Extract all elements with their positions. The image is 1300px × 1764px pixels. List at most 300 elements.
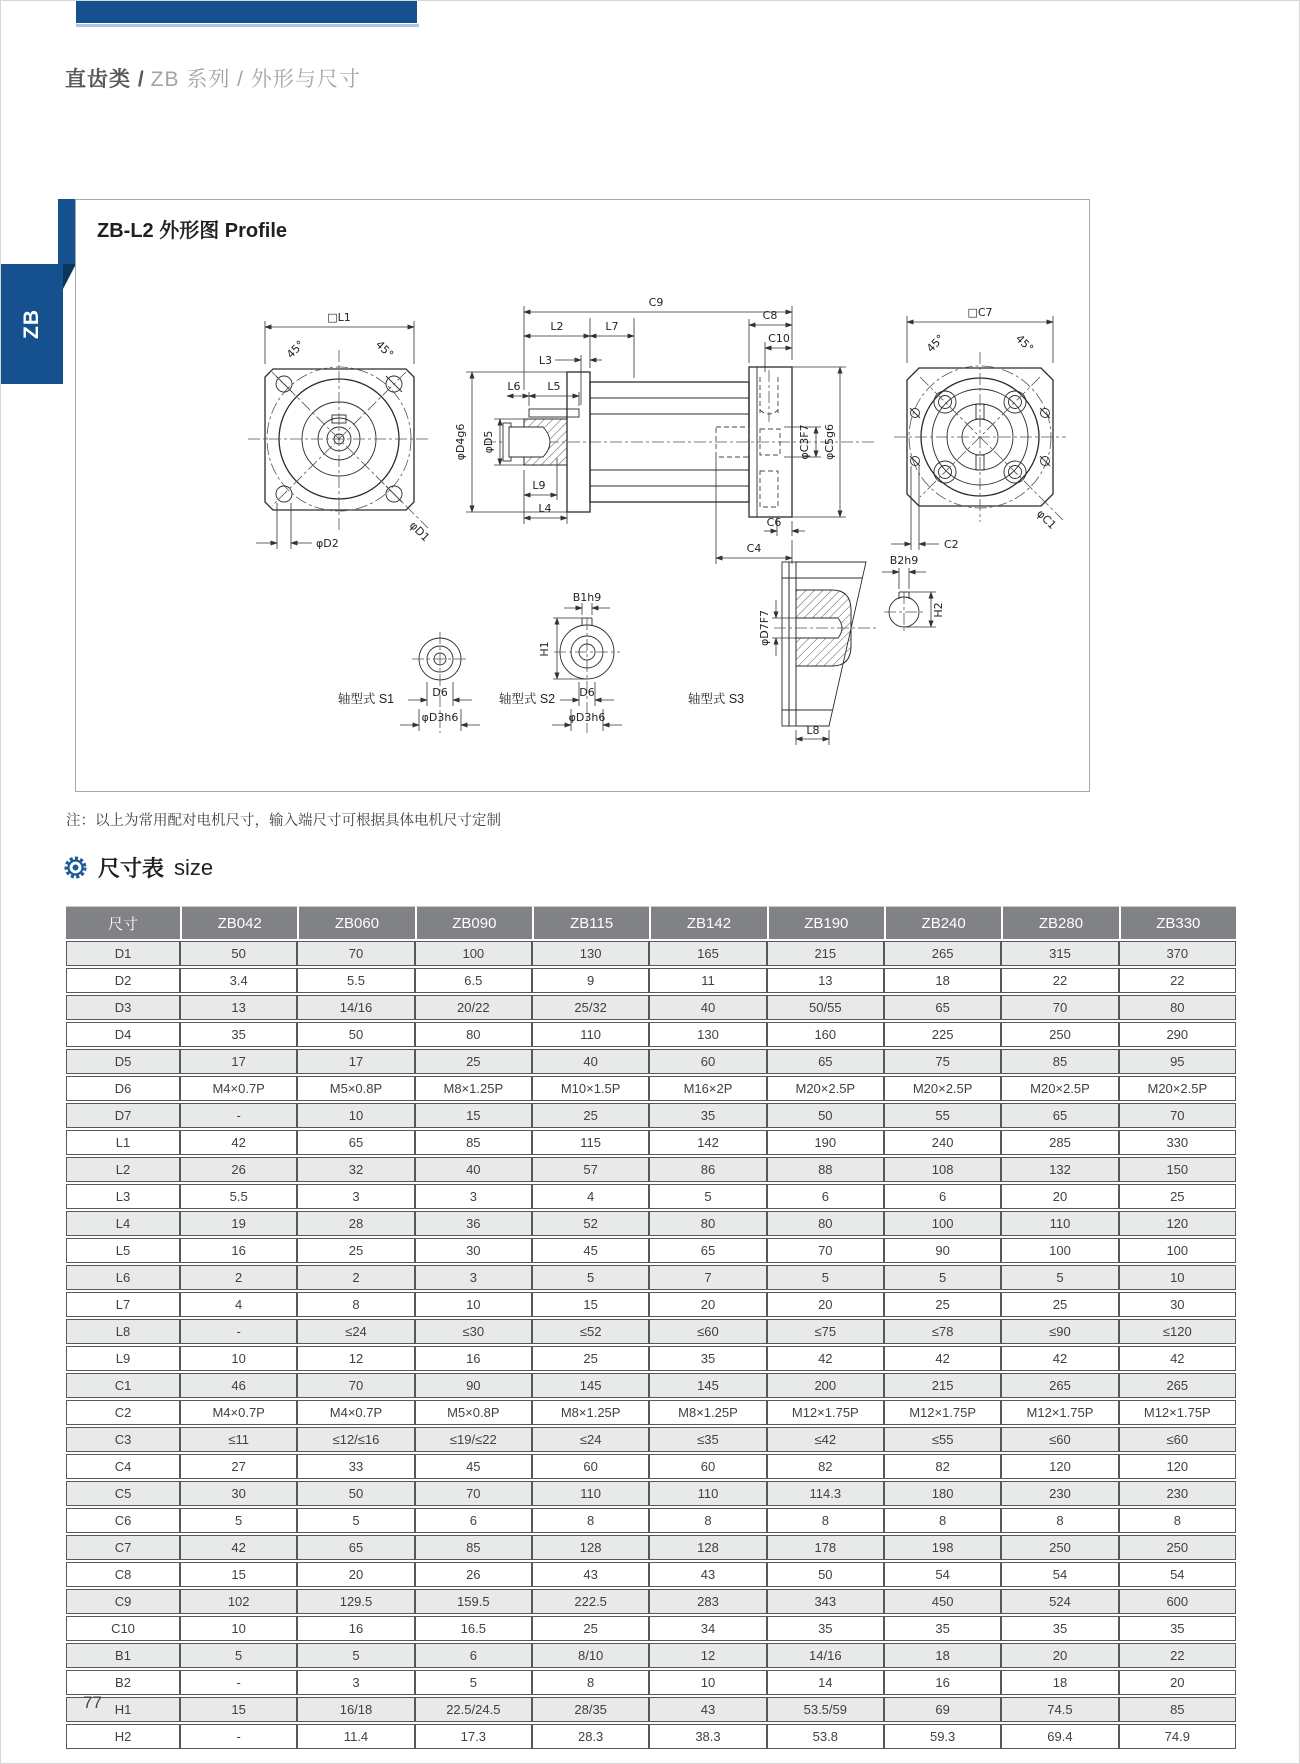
table-cell: 70: [767, 1238, 884, 1263]
table-cell: 22.5/24.5: [415, 1697, 532, 1722]
row-label: B2: [66, 1670, 180, 1695]
table-cell: 80: [415, 1022, 532, 1047]
table-cell: 100: [415, 941, 532, 966]
table-cell: 16: [180, 1238, 297, 1263]
table-cell: ≤60: [1001, 1427, 1118, 1452]
table-cell: 43: [532, 1562, 649, 1587]
table-cell: 25: [532, 1346, 649, 1371]
row-label: C10: [66, 1616, 180, 1641]
dim-label-C7: □C7: [967, 306, 993, 319]
dim-label-C8: C8: [762, 309, 778, 322]
profile-note: 注：以上为常用配对电机尺寸，输入端尺寸可根据具体电机尺寸定制: [66, 813, 501, 829]
table-cell: 4: [180, 1292, 297, 1317]
dim-label-s1-D3h6: φD3h6: [421, 711, 459, 724]
table-cell: 215: [884, 1373, 1001, 1398]
table-cell: 38.3: [649, 1724, 766, 1749]
table-cell: 12: [649, 1643, 766, 1668]
table-cell: 82: [884, 1454, 1001, 1479]
table-cell: 250: [1119, 1535, 1236, 1560]
table-cell: 27: [180, 1454, 297, 1479]
table-cell: 30: [1119, 1292, 1236, 1317]
size-table-column-header: ZB190: [767, 906, 884, 939]
table-cell: M20×2.5P: [1119, 1076, 1236, 1101]
shaft-type-s3-label: 轴型式 S3: [687, 692, 745, 706]
table-cell: 88: [767, 1157, 884, 1182]
table-row: [66, 1616, 1236, 1641]
side-tab-zb: [1, 264, 63, 384]
table-cell: 128: [649, 1535, 766, 1560]
profile-drawing: [76, 200, 1089, 791]
table-cell: 145: [649, 1373, 766, 1398]
table-cell: 20: [1001, 1643, 1118, 1668]
table-cell: 198: [884, 1535, 1001, 1560]
table-cell: 5: [884, 1265, 1001, 1290]
table-cell: ≤120: [1119, 1319, 1236, 1344]
table-cell: 75: [884, 1049, 1001, 1074]
table-cell: ≤24: [532, 1427, 649, 1452]
size-table-heading-en: size: [174, 854, 214, 880]
table-cell: 30: [415, 1238, 532, 1263]
header-accent-underline: [76, 24, 419, 27]
table-cell: 13: [180, 995, 297, 1020]
table-cell: 6: [884, 1184, 1001, 1209]
size-table-column-header: ZB060: [297, 906, 414, 939]
table-row: [66, 1346, 1236, 1371]
table-cell: 8: [767, 1508, 884, 1533]
table-cell: 50: [767, 1103, 884, 1128]
table-cell: ≤55: [884, 1427, 1001, 1452]
table-cell: 59.3: [884, 1724, 1001, 1749]
dim-label-L1: □L1: [327, 311, 351, 324]
table-cell: 165: [649, 941, 766, 966]
dim-label-C5g6: φC5g6: [823, 424, 836, 460]
table-cell: 6: [415, 1643, 532, 1668]
table-cell: 10: [649, 1670, 766, 1695]
front-view-left: [248, 311, 432, 550]
table-cell: 22: [1119, 968, 1236, 993]
table-cell: 5: [297, 1643, 414, 1668]
table-cell: 14/16: [767, 1643, 884, 1668]
row-label: L9: [66, 1346, 180, 1371]
size-table-header-row: [66, 906, 1236, 939]
table-cell: 132: [1001, 1157, 1118, 1182]
table-row: [66, 1184, 1236, 1209]
table-cell: 82: [767, 1454, 884, 1479]
table-cell: 34: [649, 1616, 766, 1641]
table-cell: 32: [297, 1157, 414, 1182]
table-cell: 120: [1119, 1454, 1236, 1479]
table-cell: 343: [767, 1589, 884, 1614]
row-label: D3: [66, 995, 180, 1020]
table-cell: 54: [884, 1562, 1001, 1587]
dim-label-s2-D3h6: φD3h6: [568, 711, 606, 724]
row-label: D2: [66, 968, 180, 993]
table-cell: -: [180, 1103, 297, 1128]
table-row: [66, 1535, 1236, 1560]
dim-label-s2-H1: H1: [538, 641, 551, 657]
table-cell: 250: [1001, 1535, 1118, 1560]
table-cell: 60: [649, 1454, 766, 1479]
front-view-right: [891, 306, 1066, 551]
table-cell: 33: [297, 1454, 414, 1479]
table-cell: 283: [649, 1589, 766, 1614]
table-cell: 35: [1001, 1616, 1118, 1641]
size-table-heading-zh: 尺寸表: [98, 856, 165, 881]
table-cell: 28/35: [532, 1697, 649, 1722]
row-label: D6: [66, 1076, 180, 1101]
profile-box: [75, 199, 1090, 792]
table-cell: 5.5: [297, 968, 414, 993]
table-cell: 20/22: [415, 995, 532, 1020]
row-label: L1: [66, 1130, 180, 1155]
table-cell: 230: [1001, 1481, 1118, 1506]
dim-label-L4: L4: [538, 502, 552, 515]
table-cell: 100: [1001, 1238, 1118, 1263]
size-table-heading: [63, 852, 213, 883]
size-table-body: [66, 941, 1236, 1749]
table-cell: 5: [180, 1508, 297, 1533]
table-cell: 40: [649, 995, 766, 1020]
table-cell: 3: [415, 1265, 532, 1290]
table-cell: ≤52: [532, 1319, 649, 1344]
table-cell: 70: [297, 941, 414, 966]
table-cell: 35: [884, 1616, 1001, 1641]
table-cell: 450: [884, 1589, 1001, 1614]
row-label: C7: [66, 1535, 180, 1560]
row-label: L3: [66, 1184, 180, 1209]
table-cell: ≤60: [649, 1319, 766, 1344]
table-cell: 108: [884, 1157, 1001, 1182]
table-cell: 15: [180, 1697, 297, 1722]
row-label: C1: [66, 1373, 180, 1398]
table-row: [66, 1157, 1236, 1182]
table-cell: 35: [767, 1616, 884, 1641]
dim-label-45-left: 45°: [284, 338, 308, 362]
table-cell: 42: [1119, 1346, 1236, 1371]
table-cell: 19: [180, 1211, 297, 1236]
dim-label-D1: φD1: [406, 518, 433, 545]
table-cell: 18: [884, 1643, 1001, 1668]
table-cell: 85: [415, 1130, 532, 1155]
table-cell: 70: [415, 1481, 532, 1506]
row-label: D5: [66, 1049, 180, 1074]
table-cell: 330: [1119, 1130, 1236, 1155]
dim-label-C9: C9: [648, 296, 664, 309]
table-cell: 25/32: [532, 995, 649, 1020]
table-cell: 160: [767, 1022, 884, 1047]
table-cell: 28.3: [532, 1724, 649, 1749]
table-cell: 25: [1119, 1184, 1236, 1209]
dim-label-L7: L7: [605, 320, 619, 333]
table-cell: 13: [767, 968, 884, 993]
table-cell: 16: [884, 1670, 1001, 1695]
table-cell: ≤30: [415, 1319, 532, 1344]
table-cell: 15: [415, 1103, 532, 1128]
row-label: C9: [66, 1589, 180, 1614]
row-label: L4: [66, 1211, 180, 1236]
shaft-type-s2: [499, 591, 622, 733]
table-cell: 5: [1001, 1265, 1118, 1290]
row-label: C4: [66, 1454, 180, 1479]
table-cell: 120: [1119, 1211, 1236, 1236]
table-cell: 25: [297, 1238, 414, 1263]
table-cell: 22: [1001, 968, 1118, 993]
dim-label-s1-D6: D6: [432, 686, 448, 699]
table-cell: ≤42: [767, 1427, 884, 1452]
dim-label-L6: L6: [507, 380, 521, 393]
table-cell: 250: [1001, 1022, 1118, 1047]
size-table-column-header: ZB115: [532, 906, 649, 939]
table-cell: 15: [532, 1292, 649, 1317]
table-row: [66, 1130, 1236, 1155]
table-cell: 43: [649, 1562, 766, 1587]
table-cell: 2: [297, 1265, 414, 1290]
table-cell: 200: [767, 1373, 884, 1398]
table-cell: 42: [767, 1346, 884, 1371]
row-label: L6: [66, 1265, 180, 1290]
table-cell: 285: [1001, 1130, 1118, 1155]
table-cell: 18: [884, 968, 1001, 993]
table-cell: 55: [884, 1103, 1001, 1128]
table-cell: 102: [180, 1589, 297, 1614]
table-cell: 8: [1001, 1508, 1118, 1533]
breadcrumb-category: 直齿类 /: [65, 68, 145, 91]
table-cell: 20: [767, 1292, 884, 1317]
row-label: D4: [66, 1022, 180, 1047]
table-cell: 2: [180, 1265, 297, 1290]
row-label: C5: [66, 1481, 180, 1506]
table-cell: 90: [884, 1238, 1001, 1263]
table-cell: 8/10: [532, 1643, 649, 1668]
table-cell: -: [180, 1319, 297, 1344]
row-label: L5: [66, 1238, 180, 1263]
table-cell: ≤90: [1001, 1319, 1118, 1344]
row-label: D1: [66, 941, 180, 966]
table-cell: 22: [1119, 1643, 1236, 1668]
table-cell: 8: [1119, 1508, 1236, 1533]
size-table-column-header: ZB280: [1001, 906, 1118, 939]
table-cell: 50/55: [767, 995, 884, 1020]
table-cell: M4×0.7P: [180, 1076, 297, 1101]
row-label: L7: [66, 1292, 180, 1317]
table-cell: 42: [884, 1346, 1001, 1371]
table-row: [66, 1562, 1236, 1587]
dim-label-C4: C4: [746, 542, 762, 555]
table-cell: 16: [297, 1616, 414, 1641]
table-cell: -: [180, 1724, 297, 1749]
size-table-column-header: ZB330: [1119, 906, 1236, 939]
table-cell: 178: [767, 1535, 884, 1560]
table-row: [66, 1454, 1236, 1479]
shaft-type-s3: [688, 554, 945, 745]
table-row: [66, 1670, 1236, 1695]
table-cell: 14: [767, 1670, 884, 1695]
shaft-type-s1: [338, 632, 480, 733]
table-cell: 70: [1001, 995, 1118, 1020]
table-cell: 5.5: [180, 1184, 297, 1209]
table-cell: 225: [884, 1022, 1001, 1047]
page-number: 77: [83, 1693, 102, 1712]
table-cell: 45: [532, 1238, 649, 1263]
side-tab-label: ZB: [20, 309, 43, 339]
table-cell: 54: [1001, 1562, 1118, 1587]
table-cell: 524: [1001, 1589, 1118, 1614]
table-cell: 80: [767, 1211, 884, 1236]
table-cell: M12×1.75P: [1119, 1400, 1236, 1425]
dim-label-45-left: 45°: [924, 332, 948, 356]
table-cell: 11.4: [297, 1724, 414, 1749]
table-cell: 11: [649, 968, 766, 993]
table-row: [66, 1076, 1236, 1101]
table-row: [66, 941, 1236, 966]
size-table-column-header: ZB042: [180, 906, 297, 939]
table-cell: 12: [297, 1346, 414, 1371]
table-cell: 69: [884, 1697, 1001, 1722]
dim-label-s2-B1h9: B1h9: [572, 591, 602, 604]
row-label: L8: [66, 1319, 180, 1344]
table-cell: 50: [297, 1481, 414, 1506]
table-cell: 100: [1119, 1238, 1236, 1263]
table-cell: M16×2P: [649, 1076, 766, 1101]
table-row: [66, 1319, 1236, 1344]
table-cell: 65: [767, 1049, 884, 1074]
size-table-column-header: ZB240: [884, 906, 1001, 939]
table-cell: M8×1.25P: [532, 1400, 649, 1425]
size-table: [66, 904, 1236, 1751]
table-cell: ≤19/≤22: [415, 1427, 532, 1452]
table-row: [66, 1508, 1236, 1533]
table-cell: 5: [649, 1184, 766, 1209]
dim-label-s3-H2: H2: [932, 602, 945, 618]
table-cell: 90: [415, 1373, 532, 1398]
table-cell: 65: [649, 1238, 766, 1263]
dim-label-s3-D7F7: φD7F7: [758, 609, 771, 647]
table-cell: M20×2.5P: [884, 1076, 1001, 1101]
table-cell: 3.4: [180, 968, 297, 993]
row-label: C2: [66, 1400, 180, 1425]
table-cell: 15: [180, 1562, 297, 1587]
table-cell: 6: [415, 1508, 532, 1533]
table-cell: 52: [532, 1211, 649, 1236]
table-cell: 10: [1119, 1265, 1236, 1290]
dim-label-L5: L5: [547, 380, 561, 393]
table-cell: ≤35: [649, 1427, 766, 1452]
dim-label-C2: C2: [944, 538, 959, 551]
dim-label-s3-L8: L8: [806, 724, 820, 737]
table-row: [66, 995, 1236, 1020]
table-cell: ≤75: [767, 1319, 884, 1344]
table-cell: 4: [532, 1184, 649, 1209]
dim-label-C1: φC1: [1034, 507, 1059, 532]
gear-icon: [63, 855, 88, 880]
table-cell: 7: [649, 1265, 766, 1290]
table-row: [66, 1049, 1236, 1074]
row-label: L2: [66, 1157, 180, 1182]
table-cell: 65: [1001, 1103, 1118, 1128]
table-cell: 35: [649, 1103, 766, 1128]
table-cell: M12×1.75P: [884, 1400, 1001, 1425]
table-cell: 70: [1119, 1103, 1236, 1128]
table-cell: 86: [649, 1157, 766, 1182]
table-cell: M5×0.8P: [297, 1076, 414, 1101]
table-cell: 20: [1001, 1184, 1118, 1209]
dim-label-C3F7: φC3F7: [798, 424, 811, 460]
table-cell: 25: [532, 1103, 649, 1128]
table-cell: 8: [532, 1670, 649, 1695]
table-cell: -: [180, 1670, 297, 1695]
table-cell: 5: [415, 1670, 532, 1695]
table-cell: 40: [532, 1049, 649, 1074]
size-table-column-header: ZB142: [649, 906, 766, 939]
table-cell: 290: [1119, 1022, 1236, 1047]
table-cell: M12×1.75P: [767, 1400, 884, 1425]
row-label: C6: [66, 1508, 180, 1533]
table-cell: 25: [532, 1616, 649, 1641]
table-cell: 17: [180, 1049, 297, 1074]
table-cell: 42: [1001, 1346, 1118, 1371]
table-cell: 28: [297, 1211, 414, 1236]
table-cell: 10: [297, 1103, 414, 1128]
table-cell: 265: [1001, 1373, 1118, 1398]
table-cell: 45: [415, 1454, 532, 1479]
table-cell: 69.4: [1001, 1724, 1118, 1749]
table-cell: 70: [297, 1373, 414, 1398]
dim-label-45-right: 45°: [372, 338, 396, 362]
table-cell: 100: [884, 1211, 1001, 1236]
table-cell: 265: [1119, 1373, 1236, 1398]
table-cell: 65: [297, 1130, 414, 1155]
table-cell: 50: [180, 941, 297, 966]
table-cell: 8: [532, 1508, 649, 1533]
table-cell: M8×1.25P: [649, 1400, 766, 1425]
table-cell: 3: [297, 1184, 414, 1209]
size-table-corner-header: 尺寸: [66, 906, 180, 939]
table-row: [66, 1103, 1236, 1128]
table-cell: 5: [180, 1643, 297, 1668]
dim-label-45-right: 45°: [1012, 332, 1036, 356]
table-cell: 265: [884, 941, 1001, 966]
table-cell: 95: [1119, 1049, 1236, 1074]
table-cell: 50: [297, 1022, 414, 1047]
table-cell: 130: [532, 941, 649, 966]
table-cell: 43: [649, 1697, 766, 1722]
table-cell: 74.9: [1119, 1724, 1236, 1749]
table-cell: 5: [532, 1265, 649, 1290]
table-cell: 25: [884, 1292, 1001, 1317]
table-cell: M20×2.5P: [767, 1076, 884, 1101]
table-cell: 600: [1119, 1589, 1236, 1614]
table-cell: 115: [532, 1130, 649, 1155]
table-row: [66, 1481, 1236, 1506]
table-cell: 240: [884, 1130, 1001, 1155]
side-view: [454, 296, 876, 564]
table-row: [66, 1373, 1236, 1398]
header-accent-bar: [76, 1, 417, 23]
table-cell: 215: [767, 941, 884, 966]
table-cell: 110: [649, 1481, 766, 1506]
table-cell: 80: [649, 1211, 766, 1236]
table-row: [66, 968, 1236, 993]
table-cell: 20: [297, 1562, 414, 1587]
dim-label-L9: L9: [532, 479, 546, 492]
table-row: [66, 1265, 1236, 1290]
table-row: [66, 1643, 1236, 1668]
table-cell: 85: [415, 1535, 532, 1560]
table-cell: 26: [180, 1157, 297, 1182]
table-cell: 190: [767, 1130, 884, 1155]
table-cell: 46: [180, 1373, 297, 1398]
table-row: [66, 1697, 1236, 1722]
